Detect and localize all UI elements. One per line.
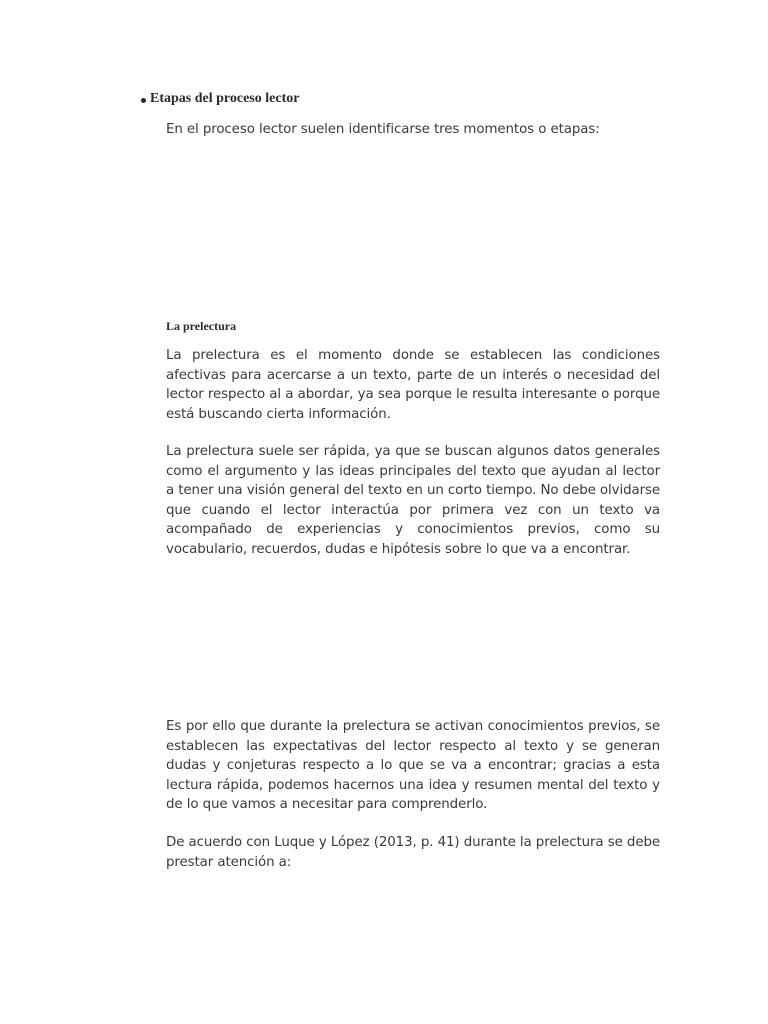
section-heading <box>141 91 299 107</box>
intro-paragraph: En el proceso lector suelen identificarse tres momentos o etapas: <box>166 122 600 137</box>
paragraph-1: La prelectura es el momento donde se establecen las condiciones afectivas para acercarse a un texto, parte de un interés o necesidad del lector respecto al a abordar, ya sea porque le resulta interesante o porque está buscando cierta información. <box>166 348 660 422</box>
paragraph-3: Es por ello que durante la prelectura se activan conocimientos previos, se establecen las expectativas del lector respecto al texto y se generan dudas y conjeturas respecto a lo que se va a encontrar; gracias a esta lectura rápida, podemos hacernos una idea y resumen mental del texto y de lo que vamos a necesitar para comprenderlo. <box>166 719 660 812</box>
subsection-title: La prelectura <box>166 319 237 333</box>
paragraph-2: La prelectura suele ser rápida, ya que se buscan algunos datos generales como el argumento y las ideas principales del texto que ayudan al lector a tener una visión general del texto en un corto tiempo. No debe olvidarse que cuando el lector interactúa por primera vez con un texto va acompañado de experiencias y conocimientos previos, como su vocabulario, recuerdos, dudas e hipótesis sobre lo que va a encontrar. <box>166 444 660 557</box>
section-title: Etapas del proceso lector <box>150 91 300 106</box>
paragraph-4: De acuerdo con Luque y López (2013, p. 41) durante la prelectura se debe prestar atención a: <box>166 835 660 870</box>
bullet-icon <box>141 98 146 103</box>
